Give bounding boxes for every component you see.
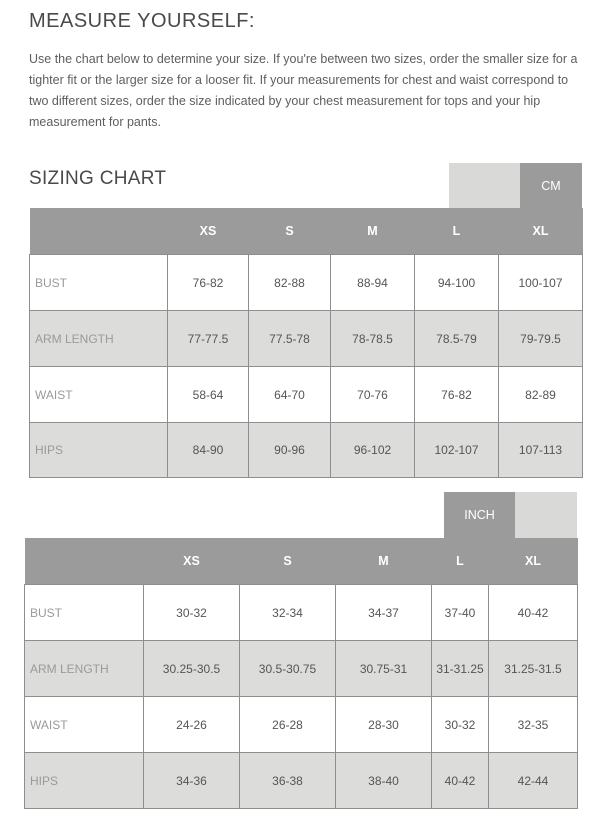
header-cell-s: S (249, 208, 331, 255)
table-cell: 64-70 (249, 367, 331, 423)
table-cell: 37-40 (432, 585, 489, 641)
table-cell: 70-76 (331, 367, 415, 423)
table-row-bust (30, 255, 583, 311)
table-row-bust (25, 585, 578, 641)
header-cell (30, 208, 168, 255)
table-cell: 34-36 (144, 753, 240, 809)
header-cell-m: M (331, 208, 415, 255)
header-cell-l: L (415, 208, 499, 255)
table-cell: 84-90 (168, 423, 249, 478)
table-cell: 30.5-30.75 (240, 641, 336, 697)
table-cell: 82-88 (249, 255, 331, 311)
sizing-table-inch (24, 538, 578, 809)
table-cell: 58-64 (168, 367, 249, 423)
table-cell: 28-30 (336, 697, 432, 753)
table-cell: 40-42 (432, 753, 489, 809)
table-cell: 40-42 (489, 585, 578, 641)
table-cell: 30.75-31 (336, 641, 432, 697)
table-cell: 32-35 (489, 697, 578, 753)
inch-toggle-tab[interactable]: INCH (444, 492, 515, 538)
table-cell: 24-26 (144, 697, 240, 753)
table-header-row (25, 538, 578, 585)
table-cell: 26-28 (240, 697, 336, 753)
header-cell-l: L (432, 538, 489, 585)
table-row-arm-length (30, 311, 583, 367)
inch-toggle-tab[interactable] (449, 163, 520, 208)
intro-paragraph: Use the chart below to determine your size. If you're between two sizes, order the smaller size for a tighter fit or the larger size for a looser fit. If your measurements for chest and waist correspond to two different sizes, order the size indicated by your chest measurement for tops and your hip measurement for pants. (29, 52, 578, 129)
header-cell-xs: XS (144, 538, 240, 585)
page-title: MEASURE YOURSELF: (29, 10, 255, 32)
header-cell (25, 538, 144, 585)
table-cell: 77.5-78 (249, 311, 331, 367)
table-row-waist (25, 697, 578, 753)
table-cell: 30-32 (144, 585, 240, 641)
table-cell: 79-79.5 (499, 311, 583, 367)
row-label: BUST (30, 255, 168, 311)
row-label: HIPS (25, 753, 144, 809)
table-row-hips (30, 423, 583, 478)
table-row-waist (30, 367, 583, 423)
row-label: WAIST (25, 697, 144, 753)
table-cell: 78-78.5 (331, 311, 415, 367)
table-cell: 31-31.25 (432, 641, 489, 697)
table-cell: 88-94 (331, 255, 415, 311)
table-cell: 30-32 (432, 697, 489, 753)
row-label: BUST (25, 585, 144, 641)
row-label: WAIST (30, 367, 168, 423)
table-cell: 82-89 (499, 367, 583, 423)
cm-toggle-tab[interactable]: CM (520, 163, 582, 208)
table-cell: 32-34 (240, 585, 336, 641)
table-cell: 30.25-30.5 (144, 641, 240, 697)
sizing-chart-heading: SIZING CHART (29, 168, 167, 189)
header-cell-xl: XL (489, 538, 578, 585)
table-cell: 100-107 (499, 255, 583, 311)
table-cell: 34-37 (336, 585, 432, 641)
table-cell: 107-113 (499, 423, 583, 478)
header-cell-m: M (336, 538, 432, 585)
row-label: HIPS (30, 423, 168, 478)
table-row-arm-length (25, 641, 578, 697)
table-cell: 36-38 (240, 753, 336, 809)
table-cell: 31.25-31.5 (489, 641, 578, 697)
table-cell: 76-82 (168, 255, 249, 311)
table-header-row (30, 208, 583, 255)
header-cell-xs: XS (168, 208, 249, 255)
table-cell: 90-96 (249, 423, 331, 478)
table-cell: 42-44 (489, 753, 578, 809)
sizing-table-cm (29, 208, 583, 478)
table-cell: 77-77.5 (168, 311, 249, 367)
header-cell-xl: XL (499, 208, 583, 255)
table-cell: 78.5-79 (415, 311, 499, 367)
header-cell-s: S (240, 538, 336, 585)
table-cell: 96-102 (331, 423, 415, 478)
cm-toggle-tab[interactable] (515, 492, 577, 538)
row-label: ARM LENGTH (30, 311, 168, 367)
table-cell: 102-107 (415, 423, 499, 478)
table-cell: 94-100 (415, 255, 499, 311)
table-row-hips (25, 753, 578, 809)
table-cell: 76-82 (415, 367, 499, 423)
table-cell: 38-40 (336, 753, 432, 809)
row-label: ARM LENGTH (25, 641, 144, 697)
